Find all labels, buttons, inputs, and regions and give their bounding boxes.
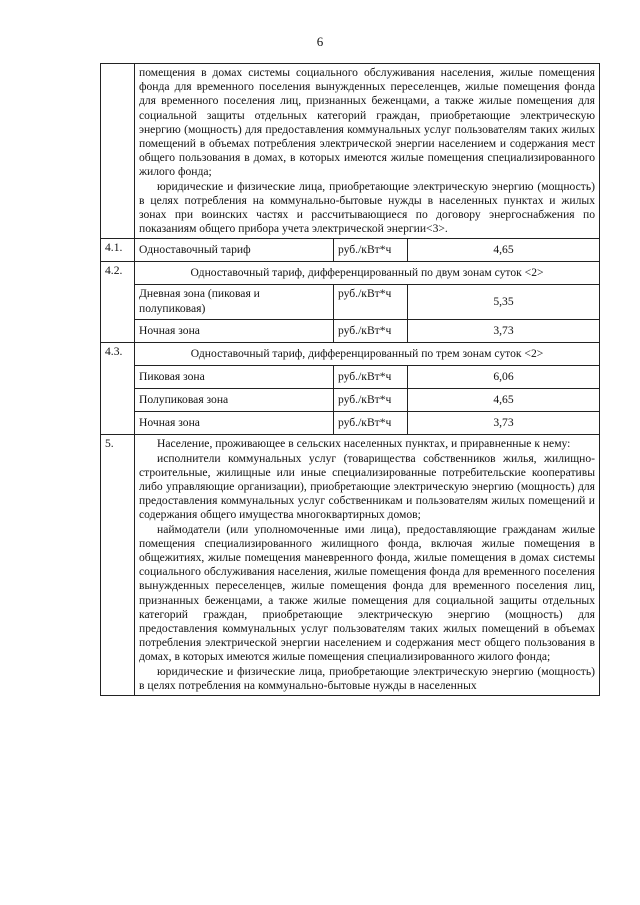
tariff-unit: руб./кВт*ч (334, 239, 408, 262)
row-number: 4.1. (101, 239, 135, 262)
row-number: 5. (101, 435, 135, 696)
zone-value: 5,35 (408, 285, 600, 320)
zone-name: Дневная зона (пиковая и полупиковая) (135, 285, 334, 320)
paragraph: помещения в домах системы социального обслуживания населения, жилые помещения фонда для временного поселения вынужденных переселенцев, жилые помещения фонда для временного поселения лиц, признанных беженцами, а также жилые помещения для социальной защиты отдельных категорий граждан, приобретающие электрическую энергию (мощность) для предоставления коммунальных услуг пользователям таких жилых помещений в объемах потребления электрической энергии населением и содержания мест общего пользования в домах, в которых имеются жилые помещения специализированного жилого фонда; (139, 66, 595, 179)
tariff-value: 4,65 (408, 239, 600, 262)
zone-unit: руб./кВт*ч (334, 389, 408, 412)
paragraph: Население, проживающее в сельских населенных пунктах, и приравненные к нему: (157, 437, 571, 451)
tariff-heading: Одноставочный тариф, дифференцированный по трем зонам суток <2> (135, 343, 600, 366)
page-number: 6 (316, 34, 324, 49)
tariff-name: Одноставочный тариф (135, 239, 334, 262)
zone-value: 4,65 (408, 389, 600, 412)
zone-unit: руб./кВт*ч (334, 412, 408, 435)
zone-name: Ночная зона (135, 320, 334, 343)
row-number: 4.2. (101, 262, 135, 343)
table-row (101, 239, 600, 262)
zone-name: Полупиковая зона (135, 389, 334, 412)
row-description (135, 64, 600, 239)
paragraph: исполнители коммунальных услуг (товарищества собственников жилья, жилищно-строительные, жилищные или иные специализированные потребительские кооперативы либо управляющие организации), приобретающие электрическую энергию (мощность) для предоставления коммунальных услуг собственникам и пользователям жилых помещений и содержания общего имущества многоквартирных домов; (139, 451, 595, 522)
tariff-table (100, 63, 600, 696)
zone-value: 3,73 (408, 320, 600, 343)
zone-value: 3,73 (408, 412, 600, 435)
table-row (101, 412, 600, 435)
tariff-heading: Одноставочный тариф, дифференцированный по двум зонам суток <2> (135, 262, 600, 285)
zone-name: Ночная зона (135, 412, 334, 435)
paragraph: наймодатели (или уполномоченные ими лица), предоставляющие гражданам жилые помещения специализированного жилищного фонда, включая жилые помещения в общежитиях, жилые помещения маневренного фонда, жилые помещения в домах системы социального обслуживания населения, жилые помещения фонда для временного поселения вынужденных переселенцев, жилые помещения фонда для временного поселения лиц, признанных беженцами, а также жилые помещения для социальной защиты отдельных категорий граждан, приобретающие электрическую энергию (мощность) для предоставления коммунальных услуг пользователям таких жилых помещений в объемах потребления электрической энергии населением и содержания мест общего пользования в домах, в которых имеются жилые помещения специализированного жилого фонда; (139, 522, 595, 664)
table-row (101, 435, 600, 696)
row-description (135, 435, 600, 696)
table-row (101, 262, 600, 285)
paragraph: юридические и физические лица, приобретающие электрическую энергию (мощность) в целях потребления на коммунально-бытовые нужды в населенных (139, 664, 595, 692)
paragraph: юридические и физические лица, приобретающие электрическую энергию (мощность) в целях потребления на коммунально-бытовые нужды в населенных пунктах и жилых зонах при воинских частях и рассчитывающиеся по договору энергоснабжения по показаниям общего прибора учета электрической энергии<3>. (139, 179, 595, 236)
zone-unit: руб./кВт*ч (334, 285, 408, 320)
table-row (101, 366, 600, 389)
row-number (101, 64, 135, 239)
table-row (101, 320, 600, 343)
zone-name: Пиковая зона (135, 366, 334, 389)
zone-value: 6,06 (408, 366, 600, 389)
zone-unit: руб./кВт*ч (334, 320, 408, 343)
table-row (101, 285, 600, 320)
zone-unit: руб./кВт*ч (334, 366, 408, 389)
row-number: 4.3. (101, 343, 135, 435)
table-row (101, 343, 600, 366)
table-row (101, 64, 600, 239)
table-row (101, 389, 600, 412)
